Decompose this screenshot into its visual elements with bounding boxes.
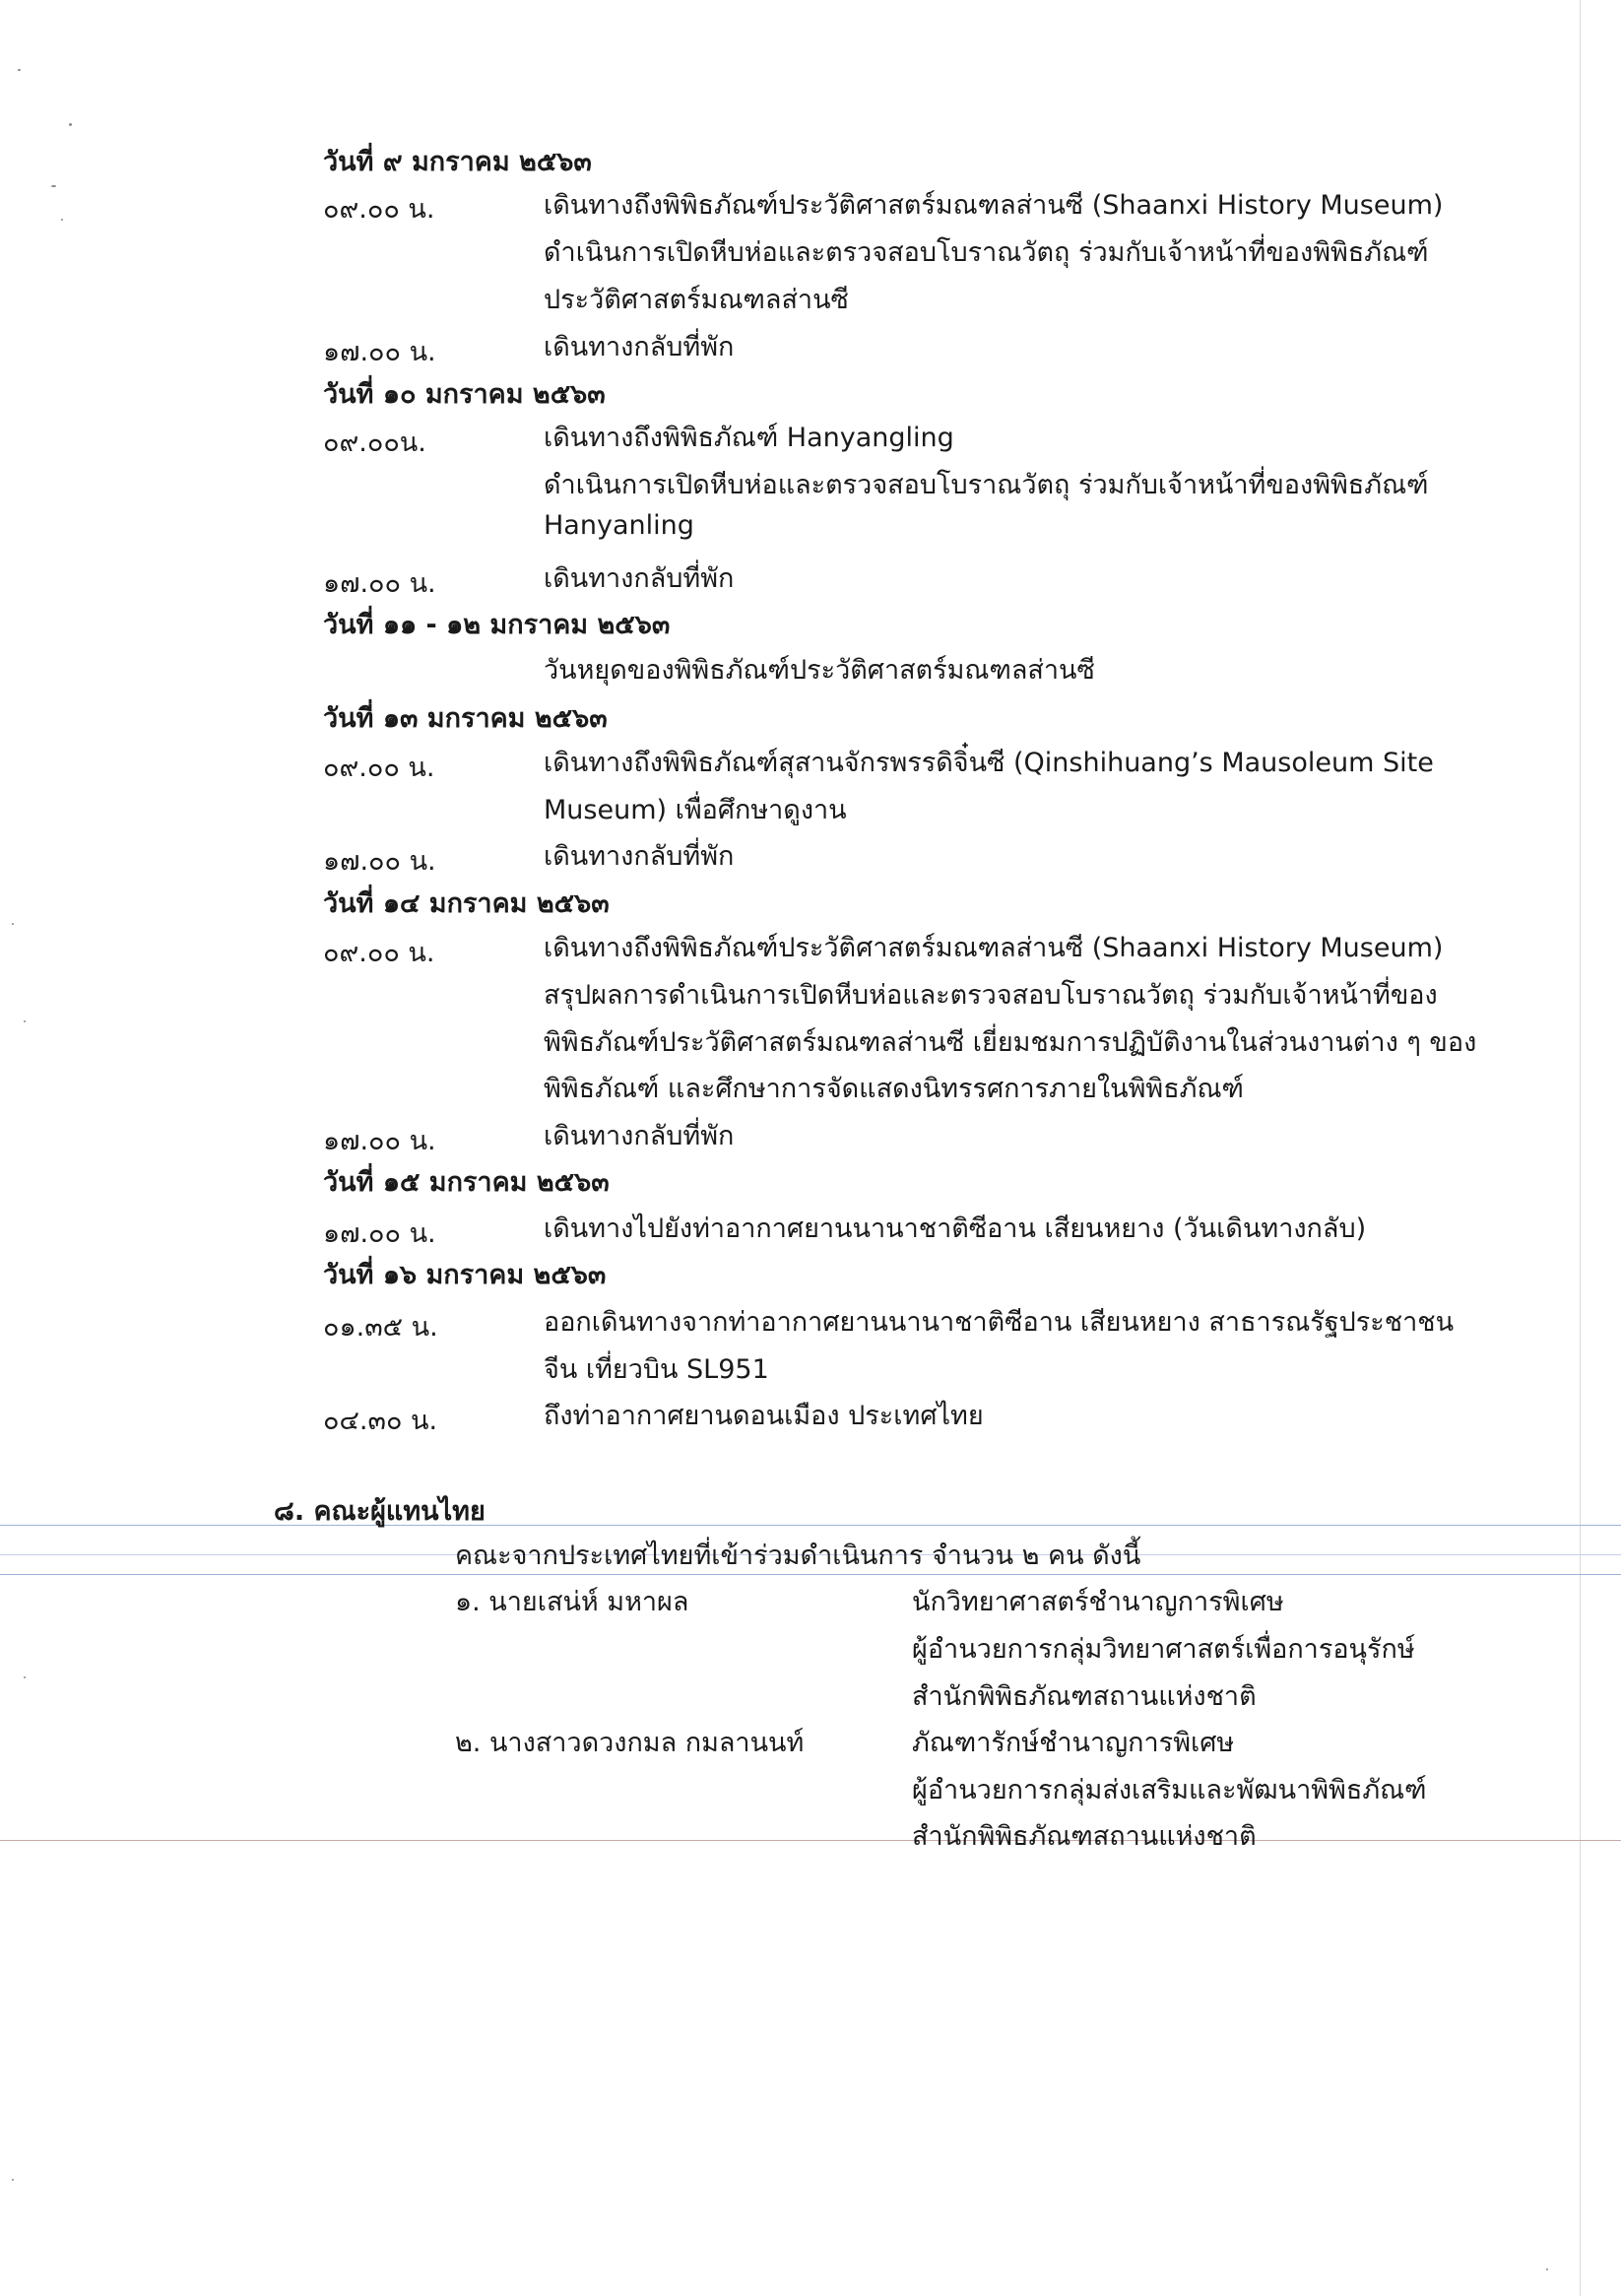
activity-text: เดินทางถึงพิพิธภัณฑ์ประวัติศาสตร์มณฑลส่านซี (Shaanxi History Museum) — [544, 933, 1444, 963]
time-label: ๐๔.๓๐ น. — [323, 1406, 438, 1436]
time-label: ๑๗.๐๐ น. — [323, 846, 436, 877]
member-name: ๑. นายเสน่ห์ มหาผล — [455, 1587, 689, 1617]
scan-speck — [12, 923, 14, 925]
scan-speck — [1546, 2268, 1548, 2270]
day-heading: วันที่ ๑๖ มกราคม ๒๕๖๓ — [323, 1260, 607, 1290]
scan-speck — [69, 123, 72, 126]
activity-text: ออกเดินทางจากท่าอากาศยานนานาชาติซีอาน เสียนหยาง สาธารณรัฐประชาชน — [544, 1307, 1455, 1338]
time-label: ๐๙.๐๐น. — [323, 427, 426, 458]
time-label: ๐๙.๐๐ น. — [323, 194, 435, 225]
scan-artifact-line — [0, 1525, 1621, 1526]
day-heading: วันที่ ๑๐ มกราคม ๒๕๖๓ — [323, 379, 606, 410]
activity-text: วันหยุดของพิพิธภัณฑ์ประวัติศาสตร์มณฑลส่านซี — [544, 655, 1095, 686]
time-label: ๑๗.๐๐ น. — [323, 1218, 436, 1249]
activity-text: เดินทางกลับที่พัก — [544, 332, 735, 362]
activity-text: จีน เที่ยวบิน SL951 — [544, 1354, 769, 1385]
activity-text: เดินทางกลับที่พัก — [544, 563, 735, 594]
member-role: ผู้อำนวยการกลุ่มวิทยาศาสตร์เพื่อการอนุรักษ์ — [912, 1634, 1415, 1665]
member-name: ๒. นางสาวดวงกมล กมลานนท์ — [455, 1728, 805, 1758]
activity-text: เดินทางกลับที่พัก — [544, 841, 735, 872]
activity-text: พิพิธภัณฑ์ประวัติศาสตร์มณฑลส่านซี เยี่ยมชมการปฏิบัติงานในส่วนงานต่าง ๆ ของ — [544, 1027, 1477, 1058]
activity-text: เดินทางถึงพิพิธภัณฑ์ประวัติศาสตร์มณฑลส่านซี (Shaanxi History Museum) — [544, 190, 1444, 221]
scan-speck — [51, 185, 56, 187]
time-label: ๐๙.๐๐ น. — [323, 753, 435, 783]
activity-text: เดินทางไปยังท่าอากาศยานนานาชาติซีอาน เสียนหยาง (วันเดินทางกลับ) — [544, 1214, 1367, 1244]
delegation-intro: คณะจากประเทศไทยที่เข้าร่วมดำเนินการ จำนวน ๒ คน ดังนี้ — [455, 1541, 1141, 1571]
member-role: ภัณฑารักษ์ชำนาญการพิเศษ — [912, 1728, 1235, 1758]
day-heading: วันที่ ๑๔ มกราคม ๒๕๖๓ — [323, 888, 610, 919]
scan-artifact-line — [0, 1840, 1621, 1841]
activity-text: พิพิธภัณฑ์ และศึกษาการจัดแสดงนิทรรศการภายในพิพิธภัณฑ์ — [544, 1074, 1244, 1104]
time-label: ๑๗.๐๐ น. — [323, 1126, 436, 1156]
day-heading: วันที่ ๑๓ มกราคม ๒๕๖๓ — [323, 703, 608, 734]
scan-edge-line — [1580, 0, 1581, 2296]
scan-speck — [24, 1020, 26, 1022]
activity-text: Museum) เพื่อศึกษาดูงาน — [544, 795, 847, 825]
day-heading: วันที่ ๑๕ มกราคม ๒๕๖๓ — [323, 1167, 610, 1198]
day-heading: วันที่ ๑๑ - ๑๒ มกราคม ๒๕๖๓ — [323, 610, 671, 640]
activity-text: ประวัติศาสตร์มณฑลส่านซี — [544, 285, 849, 315]
activity-text: เดินทางถึงพิพิธภัณฑ์ Hanyangling — [544, 423, 954, 453]
time-label: ๑๗.๐๐ น. — [323, 568, 436, 599]
activity-text: ถึงท่าอากาศยานดอนเมือง ประเทศไทย — [544, 1401, 984, 1431]
time-label: ๐๙.๐๐ น. — [323, 938, 435, 968]
time-label: ๑๗.๐๐ น. — [323, 337, 436, 367]
scan-speck — [18, 69, 21, 71]
member-role: สำนักพิพิธภัณฑสถานแห่งชาติ — [912, 1821, 1257, 1852]
member-role: ผู้อำนวยการกลุ่มส่งเสริมและพัฒนาพิพิธภัณฑ์ — [912, 1775, 1427, 1805]
activity-text: เดินทางกลับที่พัก — [544, 1121, 735, 1151]
scan-speck — [24, 1676, 26, 1678]
member-role: นักวิทยาศาสตร์ชำนาญการพิเศษ — [912, 1587, 1284, 1617]
time-label: ๐๑.๓๕ น. — [323, 1312, 438, 1343]
activity-text: เดินทางถึงพิพิธภัณฑ์สุสานจักรพรรดิจิ๋นซี (Qinshihuang’s Mausoleum Site — [544, 748, 1434, 778]
activity-text: Hanyanling — [544, 510, 694, 541]
scan-speck — [61, 219, 63, 221]
section-heading: ๘. คณะผู้แทนไทย — [274, 1496, 486, 1527]
scan-speck — [12, 2179, 14, 2181]
member-role: สำนักพิพิธภัณฑสถานแห่งชาติ — [912, 1681, 1257, 1712]
activity-text: สรุปผลการดำเนินการเปิดหีบห่อและตรวจสอบโบราณวัตถุ ร่วมกับเจ้าหน้าที่ของ — [544, 980, 1438, 1011]
activity-text: ดำเนินการเปิดหีบห่อและตรวจสอบโบราณวัตถุ ร่วมกับเจ้าหน้าที่ของพิพิธภัณฑ์ — [544, 470, 1429, 500]
activity-text: ดำเนินการเปิดหีบห่อและตรวจสอบโบราณวัตถุ ร่วมกับเจ้าหน้าที่ของพิพิธภัณฑ์ — [544, 237, 1429, 268]
day-heading: วันที่ ๙ มกราคม ๒๕๖๓ — [323, 147, 592, 177]
